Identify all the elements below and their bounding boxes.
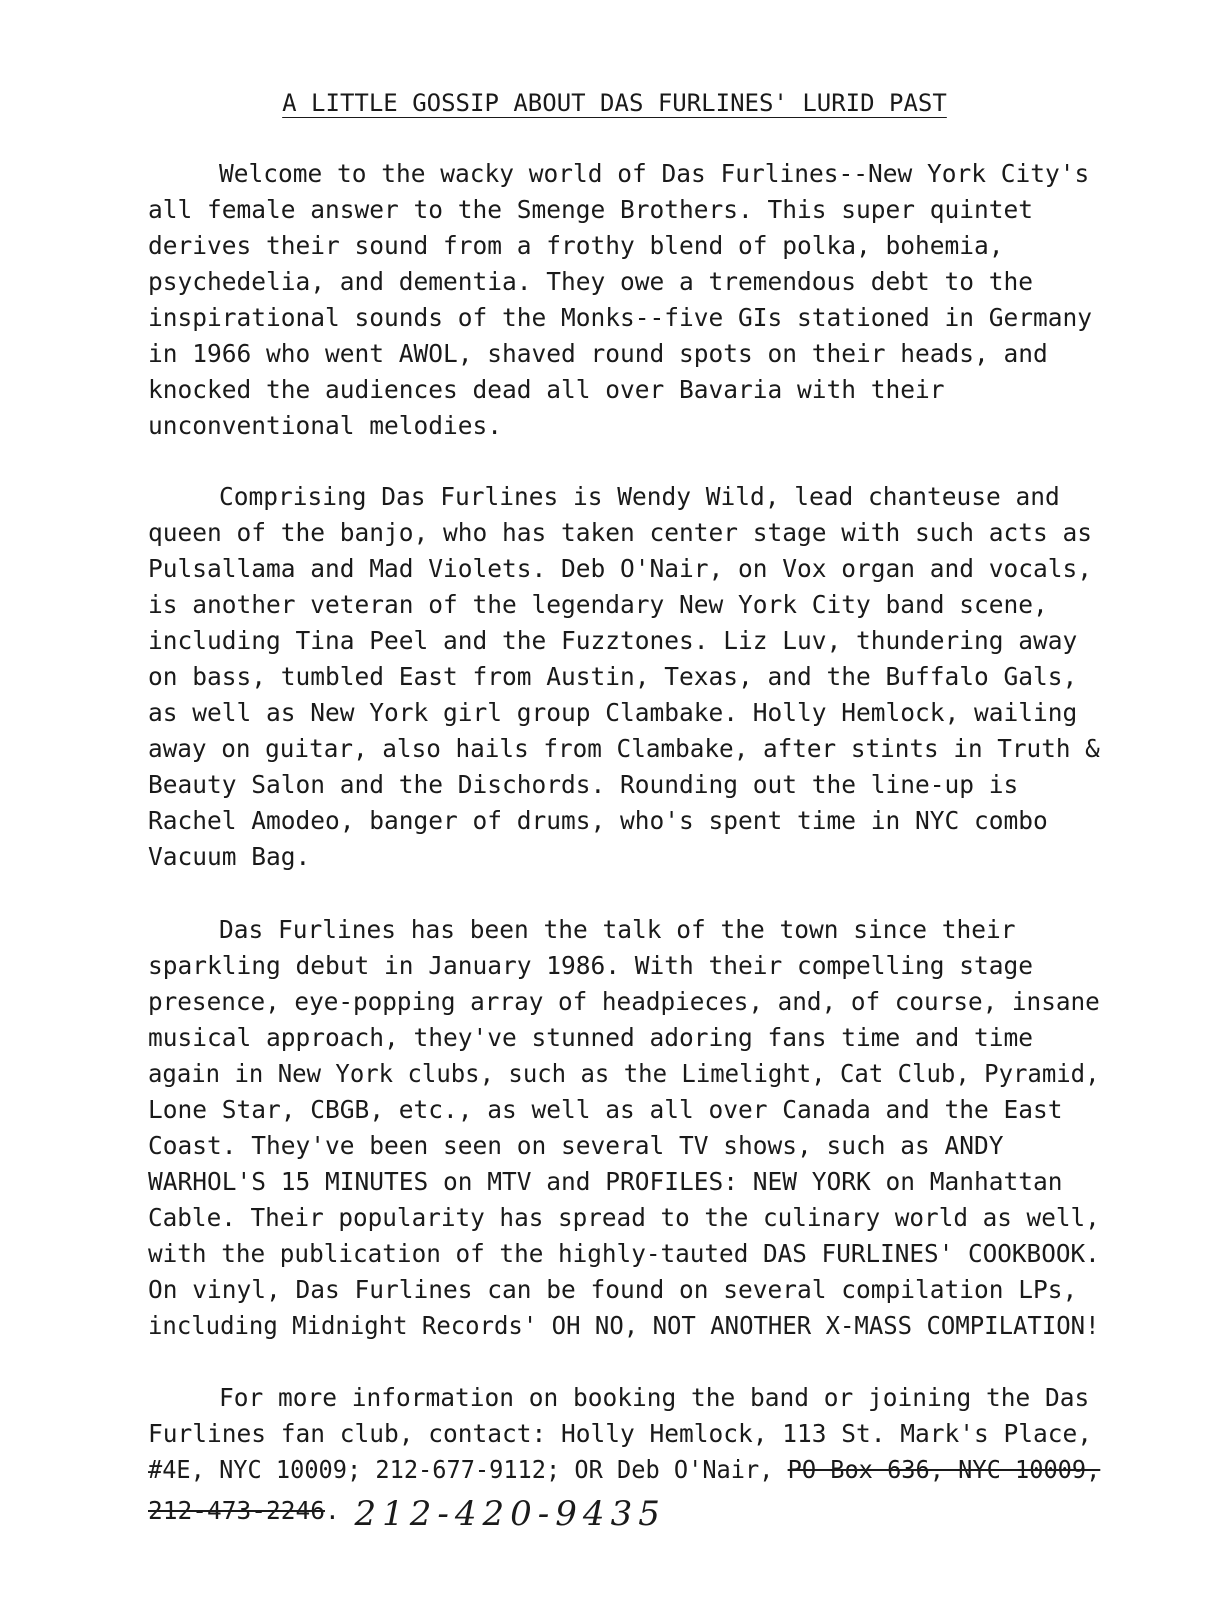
paragraph-line: all female answer to the Smenge Brothers. This super quintet <box>148 195 1034 224</box>
paragraph-line: unconventional melodies. <box>148 411 503 440</box>
paragraph-line: Lone Star, CBGB, etc., as well as all over Canada and the East <box>148 1095 1063 1124</box>
paragraph-line: musical approach, they've stunned adoring fans time and time <box>148 1023 1034 1052</box>
paragraph-line: Welcome to the wacky world of Das Furlines--New York City's <box>219 159 1090 188</box>
paragraph-line: On vinyl, Das Furlines can be found on several compilation LPs, <box>148 1275 1078 1304</box>
paragraph-line: away on guitar, also hails from Clambake, after stints in Truth & <box>148 734 1100 763</box>
handwritten-phone: 212-420-9435 <box>354 1494 666 1534</box>
paragraph-line: on bass, tumbled East from Austin, Texas, and the Buffalo Gals, <box>148 662 1078 691</box>
paragraph-line: including Tina Peel and the Fuzztones. Liz Luv, thundering away <box>148 626 1078 655</box>
struck-phone: 212-473-2246 <box>148 1496 326 1525</box>
paragraph-line: Comprising Das Furlines is Wendy Wild, lead chanteuse and <box>219 482 1060 511</box>
paragraph-line: inspirational sounds of the Monks--five GIs stationed in Germany <box>148 303 1093 332</box>
paragraph-line: Beauty Salon and the Dischords. Rounding out the line-up is <box>148 770 1019 799</box>
paragraph-line: Coast. They've been seen on several TV shows, such as ANDY <box>148 1131 1004 1160</box>
paragraph-line: WARHOL'S 15 MINUTES on MTV and PROFILES: NEW YORK on Manhattan <box>148 1167 1063 1196</box>
contact-line <box>148 1452 1100 1488</box>
paragraph-line: queen of the banjo, who has taken center stage with such acts as <box>148 518 1093 547</box>
paragraph-line: as well as New York girl group Clambake. Holly Hemlock, wailing <box>148 698 1078 727</box>
paragraph-line: For more information on booking the band or joining the Das <box>219 1383 1090 1412</box>
phone-separator: . <box>325 1496 355 1525</box>
paragraph-line: Cable. Their popularity has spread to the culinary world as well, <box>148 1203 1100 1232</box>
paragraph-line: Vacuum Bag. <box>148 842 311 871</box>
paragraph-line: with the publication of the highly-tauted DAS FURLINES' COOKBOOK. <box>148 1239 1100 1268</box>
paragraph-line: is another veteran of the legendary New York City band scene, <box>148 590 1048 619</box>
struck-address: PO Box 636, NYC 10009, <box>787 1455 1101 1484</box>
contact-phone-line <box>148 1490 666 1534</box>
paragraph-line: derives their sound from a frothy blend of polka, bohemia, <box>148 231 1004 260</box>
paragraph-line: again in New York clubs, such as the Limelight, Cat Club, Pyramid, <box>148 1059 1100 1088</box>
paragraph-line: knocked the audiences dead all over Bavaria with their <box>148 375 945 404</box>
paragraph-line: in 1966 who went AWOL, shaved round spots on their heads, and <box>148 339 1048 368</box>
paragraph-line: sparkling debut in January 1986. With their compelling stage <box>148 951 1034 980</box>
paragraph-line: psychedelia, and dementia. They owe a tremendous debt to the <box>148 267 1034 296</box>
paragraph-line: Das Furlines has been the talk of the town since their <box>219 915 1016 944</box>
paragraph-line: Furlines fan club, contact: Holly Hemlock, 113 St. Mark's Place, <box>148 1419 1093 1448</box>
contact-text: #4E, NYC 10009; 212-677-9112; OR Deb O'Nair, <box>148 1455 788 1484</box>
document-title-text: A LITTLE GOSSIP ABOUT DAS FURLINES' LURID PAST <box>282 89 947 117</box>
paragraph-line: Rachel Amodeo, banger of drums, who's spent time in NYC combo <box>148 806 1048 835</box>
paragraph-line: including Midnight Records' OH NO, NOT ANOTHER X-MASS COMPILATION! <box>148 1311 1100 1340</box>
document-title <box>0 86 1229 120</box>
paragraph-line: Pulsallama and Mad Violets. Deb O'Nair, on Vox organ and vocals, <box>148 554 1093 583</box>
paragraph-line: presence, eye-popping array of headpieces, and, of course, insane <box>148 987 1100 1016</box>
